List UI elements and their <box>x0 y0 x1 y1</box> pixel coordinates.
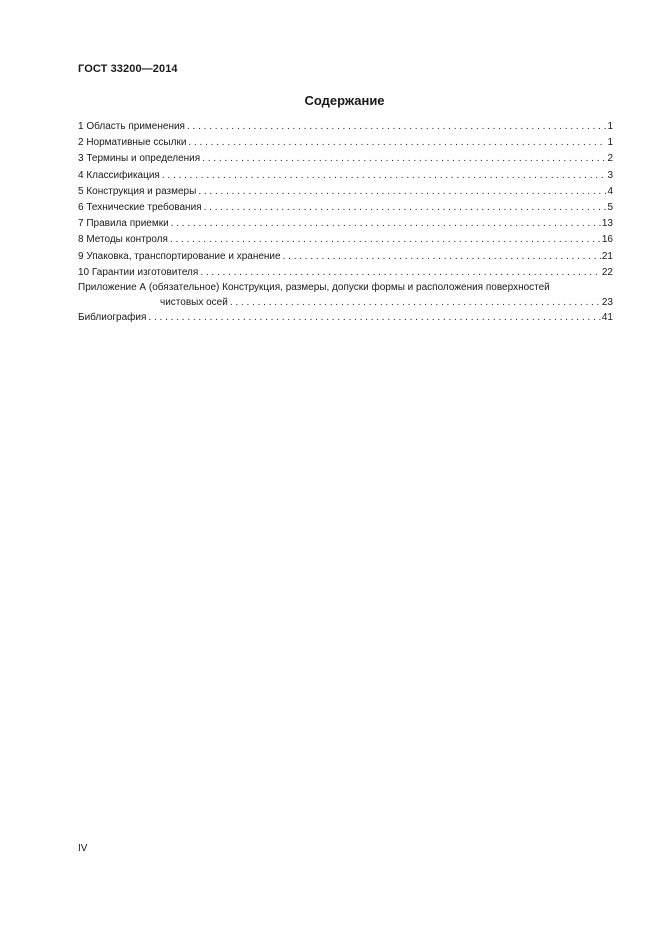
toc-entry-page: 1 <box>607 121 613 132</box>
toc-leader-dots <box>171 216 601 232</box>
toc-leader-dots <box>170 232 601 248</box>
toc-entry-label: 10 Гарантии изготовителя <box>78 266 199 278</box>
toc-entry[interactable] <box>78 184 613 200</box>
toc-entry[interactable] <box>78 151 613 167</box>
toc-entry[interactable] <box>78 232 613 248</box>
appendix-title: Приложение А (обязательное) Конструкция, размеры, допуски формы и расположения поверхностей <box>78 281 550 293</box>
toc-entry-page: 22 <box>601 266 613 278</box>
toc-entry-label: 5 Конструкция и размеры <box>78 185 197 197</box>
toc-entry-label: 1 Область применения <box>78 121 185 132</box>
toc-entry-label: 8 Методы контроля <box>78 234 168 246</box>
toc-entry-label: 6 Технические требования <box>78 201 202 213</box>
toc-entry[interactable] <box>78 119 613 135</box>
toc-entry[interactable] <box>78 216 613 232</box>
toc-entry-page: 1 <box>607 137 613 149</box>
toc-leader-dots <box>148 310 600 326</box>
appendix-continuation <box>78 295 613 310</box>
toc-entry-label: чистовых осей <box>160 296 228 308</box>
toc-entry-page: 4 <box>607 185 613 197</box>
toc-entry-label: 3 Термины и определения <box>78 153 201 165</box>
toc-entry-label: 4 Классификация <box>78 169 160 181</box>
page-number: IV <box>78 843 88 854</box>
table-of-contents <box>78 119 613 326</box>
toc-entry-label: Библиография <box>78 311 147 323</box>
toc-leader-dots <box>187 119 606 135</box>
toc-leader-dots <box>204 200 607 216</box>
toc-entry-page: 5 <box>607 201 613 213</box>
toc-leader-dots <box>198 184 606 200</box>
toc-entry[interactable] <box>78 249 613 265</box>
toc-entry[interactable] <box>78 168 613 184</box>
toc-entry-page: 16 <box>601 234 613 246</box>
toc-leader-dots <box>200 265 601 281</box>
toc-entry-page: 23 <box>601 296 613 308</box>
toc-entry-label: 2 Нормативные ссылки <box>78 137 187 149</box>
toc-entry[interactable] <box>78 200 613 216</box>
toc-entry-appendix[interactable] <box>78 281 613 310</box>
toc-entry[interactable] <box>78 265 613 281</box>
toc-entry-page: 41 <box>601 311 613 323</box>
document-code: ГОСТ 33200—2014 <box>78 63 178 75</box>
toc-entry-page: 3 <box>607 169 613 181</box>
toc-title: Содержание <box>304 93 385 108</box>
toc-entry-label: 9 Упаковка, транспортирование и хранение <box>78 250 281 262</box>
toc-entry-label: 7 Правила приемки <box>78 218 169 230</box>
toc-entry-page: 13 <box>601 218 613 230</box>
toc-leader-dots <box>202 151 606 167</box>
toc-leader-dots <box>162 168 607 184</box>
toc-leader-dots <box>283 249 601 265</box>
toc-entry-bibliography[interactable] <box>78 310 613 326</box>
toc-entry[interactable] <box>78 135 613 151</box>
toc-leader-dots <box>188 135 606 151</box>
toc-entry-page: 21 <box>601 250 613 262</box>
toc-leader-dots <box>230 295 601 310</box>
toc-entry-page: 2 <box>607 153 613 165</box>
